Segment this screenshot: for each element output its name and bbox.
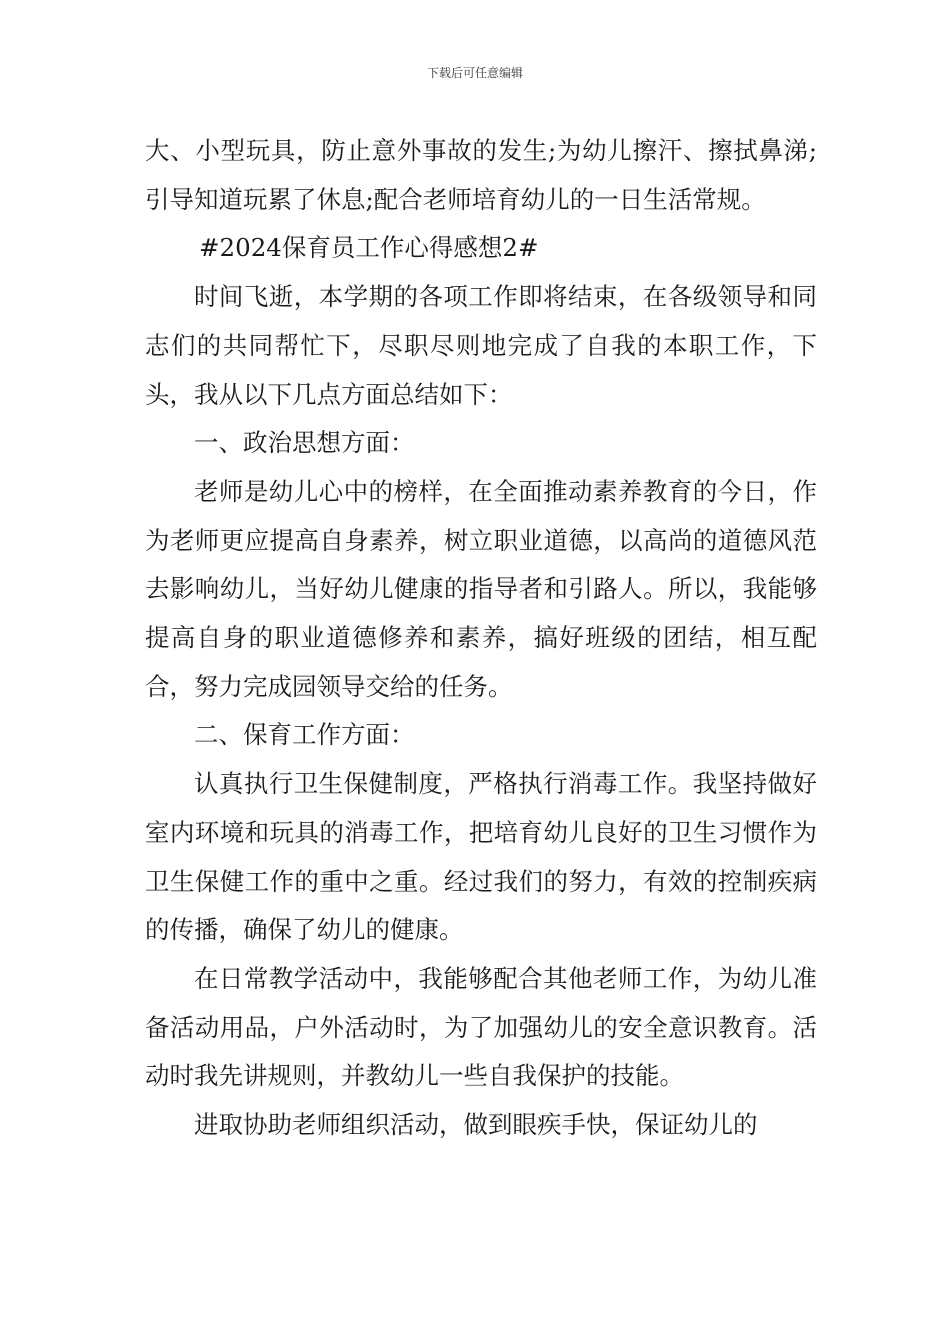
document-body — [145, 127, 817, 1150]
section-heading: #2024保育员工作心得感想2# — [199, 233, 539, 263]
paragraph: 老师是幼儿心中的榜样，在全面推动素养教育的今日，作为老师更应提高自身素养，树立职业道德，以高尚的道德风范去影响幼儿，当好幼儿健康的指导者和引路人。所以，我能够提高自身的职业道德修养和素养，搞好班级的团结，相互配合，努力完成园领导交给的任务。 — [145, 476, 817, 701]
page-header-note: 下载后可任意编辑 — [426, 66, 523, 80]
paragraph: 时间飞逝，本学期的各项工作即将结束，在各级领导和同志们的共同帮忙下，尽职尽则地完成了自我的本职工作，下头，我从以下几点方面总结如下： — [145, 282, 817, 409]
paragraph: 认真执行卫生保健制度，严格执行消毒工作。我坚持做好室内环境和玩具的消毒工作，把培育幼儿良好的卫生习惯作为卫生保健工作的重中之重。经过我们的努力，有效的控制疾病的传播，确保了幼儿的健康。 — [145, 769, 817, 945]
subsection-heading: 二、保育工作方面： — [194, 720, 415, 750]
subsection-heading: 一、政治思想方面： — [194, 428, 415, 458]
paragraph: 大、小型玩具，防止意外事故的发生;为幼儿擦汗、擦拭鼻涕;引导知道玩累了休息;配合老师培育幼儿的一日生活常规。 — [145, 136, 817, 214]
paragraph: 进取协助老师组织活动，做到眼疾手快，保证幼儿的 — [194, 1110, 758, 1140]
paragraph: 在日常教学活动中，我能够配合其他老师工作，为幼儿准备活动用品，户外活动时，为了加强幼儿的安全意识教育。活动时我先讲规则，并教幼儿一些自我保护的技能。 — [145, 963, 817, 1091]
